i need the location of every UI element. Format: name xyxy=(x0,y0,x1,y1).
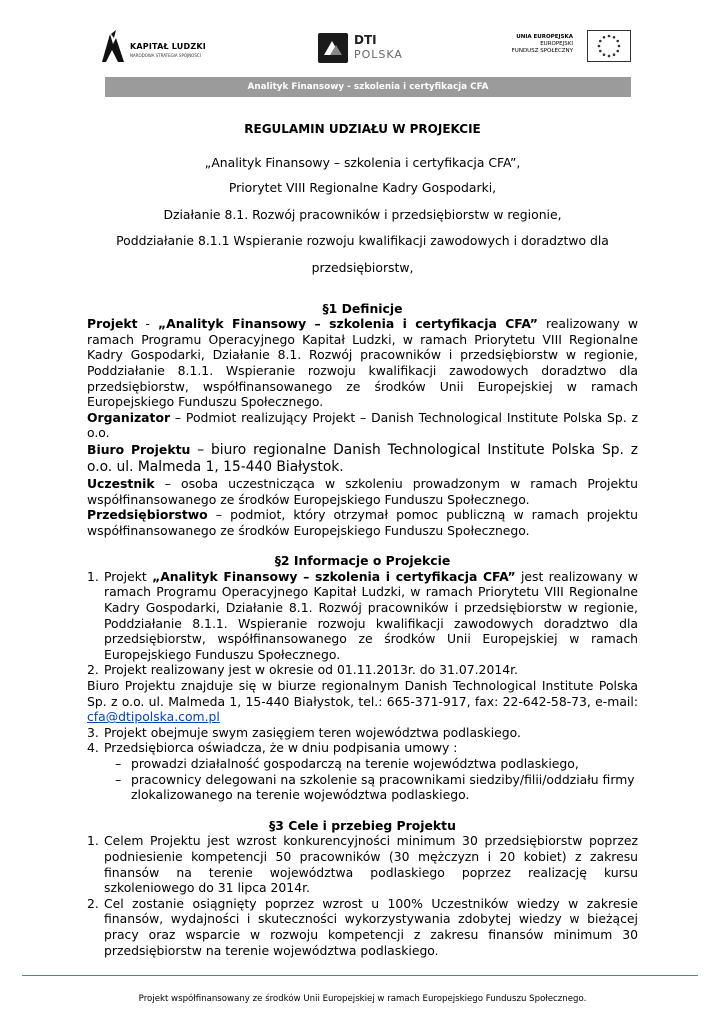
project-name-bold: „Analityk Finansowy – szkolenia i certyfikacja CFA” xyxy=(152,568,516,584)
eu-logo xyxy=(505,30,631,64)
term-przedsiebiorstwo: Przedsiębiorstwo xyxy=(87,507,208,523)
biuro-contact-text: Biuro Projektu znajduje się w biurze regionalnym Danish Technological Institute Polska Sp. z o.o. ul. Malmeda 1, 15-440 Białystok, tel.: 665-371-917, fax: 22-642-58-73, e-mail: xyxy=(87,678,638,709)
przedsiebiorstwo-definition: – podmiot, który otrzymał pomoc publiczną w ramach projektu współfinansowanego ze środków Europejskiego Funduszu Społecznego. xyxy=(87,507,638,538)
projekt-separator: - xyxy=(137,316,159,332)
item-number: 2. xyxy=(87,662,99,678)
footer-divider xyxy=(22,975,698,976)
section-2-heading: §2 Informacje o Projekcie xyxy=(274,553,451,569)
biuro-definition: – biuro regionalne Danish Technological Institute Polska Sp. z o.o. ul. Malmeda 1, 15-440 Białystok. xyxy=(87,441,638,475)
item-text: Projekt realizowany jest w okresie od 01.11.2013r. do 31.07.2014r. xyxy=(104,662,518,678)
section-3-heading: §3 Cele i przebieg Projektu xyxy=(269,817,456,833)
definition-projekt xyxy=(87,316,638,410)
term-organizator: Organizator xyxy=(87,409,171,425)
dti-title: DTI xyxy=(354,33,377,47)
item-text: jest realizowany w ramach Programu Operacyjnego Kapitał Ludzki, w ramach Priorytetu VIII Regionalne Kadry Gospodarki, Działanie 8.1. Rozwój pracowników i przedsiębiorstw w regionie, Poddziałanie 8.1.1. Wspieranie rozwoju kwalifikacji zawodowych doradztwo dla przedsiębiorstw, współfinansowanego ze środków Unii Europejskiej w ramach Europejskiego Funduszu Społecznego. xyxy=(104,568,639,662)
document-heading: REGULAMIN UDZIAŁU W PROJEKCIE xyxy=(244,122,481,136)
item-text: Projekt xyxy=(104,568,153,584)
eu-fund-line2: FUNDUSZ SPOŁECZNY xyxy=(511,48,573,54)
action-line: Działanie 8.1. Rozwój pracowników i przedsiębiorstw w regionie, xyxy=(163,206,562,222)
dash-marker: – xyxy=(115,771,122,787)
list-item xyxy=(87,833,638,895)
dash-item xyxy=(87,772,638,803)
subaction-line-1: Poddziałanie 8.1.1 Wspieranie rozwoju kwalifikacji zawodowych i doradztwo dla xyxy=(116,233,609,249)
document-title-block xyxy=(87,122,638,276)
organizator-definition: – Podmiot realizujący Projekt – Danish Technological Institute Polska Sp. z o.o. xyxy=(87,409,638,441)
dti-subtitle: POLSKA xyxy=(354,48,403,61)
list-item xyxy=(87,569,638,663)
priority-line: Priorytet VIII Regionalne Kadry Gospodarki, xyxy=(228,180,497,196)
dash-text: prowadzi działalność gospodarczą na terenie województwa podlaskiego, xyxy=(131,756,579,771)
list-item xyxy=(87,896,638,958)
email-link[interactable]: cfa@dtipolska.com.pl xyxy=(87,709,220,725)
kapital-ludzki-logo xyxy=(100,30,210,66)
list-item xyxy=(87,725,638,741)
item-number: 3. xyxy=(87,724,99,740)
definition-uczestnik xyxy=(87,476,638,507)
item-text: Projekt obejmuje swym zasięgiem teren województwa podlaskiego. xyxy=(104,724,521,740)
dti-logo-icon xyxy=(318,33,348,63)
dash-item xyxy=(87,756,638,772)
section-1-heading: §1 Definicje xyxy=(322,300,403,316)
section-3-list xyxy=(87,833,638,958)
dti-polska-logo xyxy=(318,30,408,66)
kapital-ludzki-title: KAPITAŁ LUDZKI xyxy=(130,42,206,51)
item-number: 4. xyxy=(87,740,99,756)
item-text: Przedsiębiorca oświadcza, że w dniu podpisania umowy : xyxy=(104,740,458,756)
projekt-definition: realizowany w ramach Programu Operacyjnego Kapitał Ludzki, w ramach Priorytetu VIII Regionalne Kadry Gospodarki, Działanie 8.1. Rozwój pracowników i przedsiębiorstw w regionie, Poddziałanie 8.1.1. Wspieranie rozwoju kwalifikacji zawodowych doradztwo dla przedsiębiorstw, współfinansowanego ze środków Unii Europejskiej w ramach Europejskiego Funduszu Społecznego. xyxy=(87,316,639,410)
definition-organizator xyxy=(87,410,638,441)
definition-przedsiebiorstwo xyxy=(87,507,638,538)
eu-fund-line1: EUROPEJSKI xyxy=(540,41,573,47)
dash-marker: – xyxy=(115,756,122,771)
item-text: Celem Projektu jest wzrost konkurencyjności minimum 30 przedsiębiorstw poprzez podniesienie kompetencji 50 pracowników (30 mężczyzn i 20 kobiet) z zakresu finansów na terenie województwa podlaskiego poprzez realizację kursu szkoleniowego do 31 lipca 2014r. xyxy=(104,833,638,896)
section-2-list xyxy=(87,569,638,678)
term-projekt: Projekt xyxy=(87,316,138,332)
list-item xyxy=(87,662,638,678)
project-banner: Analityk Finansowy - szkolenia i certyfikacja CFA xyxy=(105,77,631,97)
definition-biuro xyxy=(87,441,638,476)
item-text: Cel zostanie osiągnięty poprzez wzrost u 100% Uczestników wiedzy w zakresie finansów, wydajności i skuteczności wykorzystywania zdobytej wiedzy w bieżącej pracy oraz wsparcie w rozwoju kompetencji z zakresu finansów minimum 30 przedsiębiorstw na terenie województwa podlaskiego. xyxy=(104,895,638,958)
biuro-contact-paragraph xyxy=(87,678,638,725)
projekt-name: „Analityk Finansowy – szkolenia i certyfikacja CFA” xyxy=(158,316,538,332)
item-number: 1. xyxy=(87,833,99,849)
eu-logo-text xyxy=(493,34,573,55)
project-name: „Analityk Finansowy – szkolenia i certyfikacja CFA”, xyxy=(204,154,521,170)
item-number: 2. xyxy=(87,895,99,911)
eu-name: UNIA EUROPEJSKA xyxy=(516,34,573,40)
eu-flag-icon xyxy=(587,30,631,62)
list-item xyxy=(87,740,638,756)
uczestnik-definition: – osoba uczestnicząca w szkoleniu prowadzonym w ramach Projektu współfinansowanego ze środków Europejskiego Funduszu Społecznego. xyxy=(87,475,638,507)
section-2-list-continued xyxy=(87,725,638,756)
subaction-line-2: przedsiębiorstw, xyxy=(311,259,414,275)
dash-text: pracownicy delegowani na szkolenie są pracownikami siedziby/filii/oddziału firmy zlokalizowanego na terenie województwa podlaskiego. xyxy=(131,771,635,803)
kapital-ludzki-subtitle: NARODOWA STRATEGIA SPÓJNOŚCI xyxy=(130,53,201,58)
footer-text: Projekt współfinansowany ze środków Unii Europejskiej w ramach Europejskiego Funduszu Społecznego. xyxy=(138,994,587,1004)
document-body xyxy=(87,122,638,958)
item-number: 1. xyxy=(87,568,99,584)
term-uczestnik: Uczestnik xyxy=(87,475,155,491)
kapital-ludzki-icon xyxy=(100,30,126,64)
term-biuro: Biuro Projektu xyxy=(87,441,191,457)
